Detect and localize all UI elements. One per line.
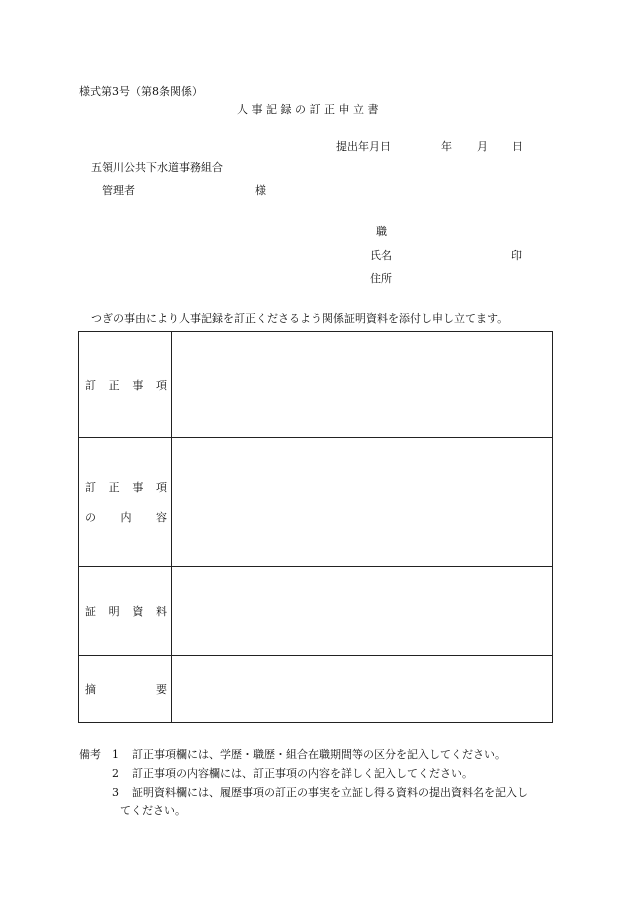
label-char: の: [85, 511, 96, 524]
note-text: 証明資料欄には、履歴事項の訂正の事実を立証し得る資料の提出資料名を記入し: [132, 786, 528, 799]
label-char: 料: [155, 605, 167, 618]
row-remarks: [79, 656, 553, 723]
supporting-documents-field[interactable]: [172, 567, 553, 656]
notes-label: 備考: [79, 748, 101, 761]
note-number: 3: [112, 786, 119, 799]
note-number: 2: [112, 767, 119, 780]
manager-label: 管理者: [102, 184, 135, 197]
note-item-2: [112, 765, 473, 781]
label-char: 要: [156, 683, 167, 696]
label-char: 項: [155, 481, 167, 494]
note-number: 1: [112, 748, 119, 761]
label-remarks: [79, 656, 172, 723]
applicant-position-label: 職: [376, 225, 387, 238]
label-char: 資: [132, 605, 144, 618]
label-char: 正: [108, 481, 120, 494]
note-item-3-continuation: てください。: [120, 804, 186, 817]
label-char: 正: [108, 378, 120, 392]
note-item-3: [112, 784, 528, 800]
label-char: 事: [132, 378, 144, 392]
label-char: 内: [120, 511, 132, 524]
date-day-label: 日: [512, 140, 523, 153]
label-char: 容: [156, 511, 167, 524]
correction-item-field[interactable]: [172, 332, 553, 438]
label-char: 項: [155, 378, 167, 392]
seal-label: 印: [511, 249, 522, 262]
submission-date-label: 提出年月日: [336, 140, 391, 153]
form-number: 様式第3号（第8条関係）: [79, 85, 203, 98]
note-text: 訂正事項の内容欄には、訂正事項の内容を詳しく記入してください。: [132, 767, 473, 780]
correction-content-field[interactable]: [172, 438, 553, 567]
intro-statement: つぎの事由により人事記録を訂正くださるよう関係証明資料を添付し申し立てます。: [91, 312, 509, 325]
addressee-organization: 五領川公共下水道事務組合: [91, 161, 223, 174]
label-char: 明: [108, 605, 120, 618]
label-supporting-documents: [79, 567, 172, 656]
honorific-sama: 様: [255, 184, 266, 197]
label-char: 事: [132, 481, 144, 494]
applicant-name-label: 氏名: [370, 249, 392, 262]
correction-form-table: [78, 331, 553, 723]
row-correction-content: [79, 438, 553, 567]
label-correction-content: [79, 438, 172, 567]
applicant-address-label: 住所: [370, 272, 392, 285]
label-char: 証: [85, 605, 96, 618]
row-supporting-documents: [79, 567, 553, 656]
document-title: 人 事 記 録 の 訂 正 申 立 書: [237, 103, 379, 116]
date-month-label: 月: [477, 140, 488, 153]
date-year-label: 年: [441, 140, 452, 153]
label-char: 訂: [85, 378, 96, 392]
note-item-1: [112, 746, 506, 762]
label-correction-item: [79, 332, 172, 438]
remarks-field[interactable]: [172, 656, 553, 723]
row-correction-item: [79, 332, 553, 438]
label-char: 摘: [85, 683, 96, 696]
note-text: 訂正事項欄には、学歴・職歴・組合在職期間等の区分を記入してください。: [132, 748, 506, 761]
label-char: 訂: [85, 481, 96, 494]
